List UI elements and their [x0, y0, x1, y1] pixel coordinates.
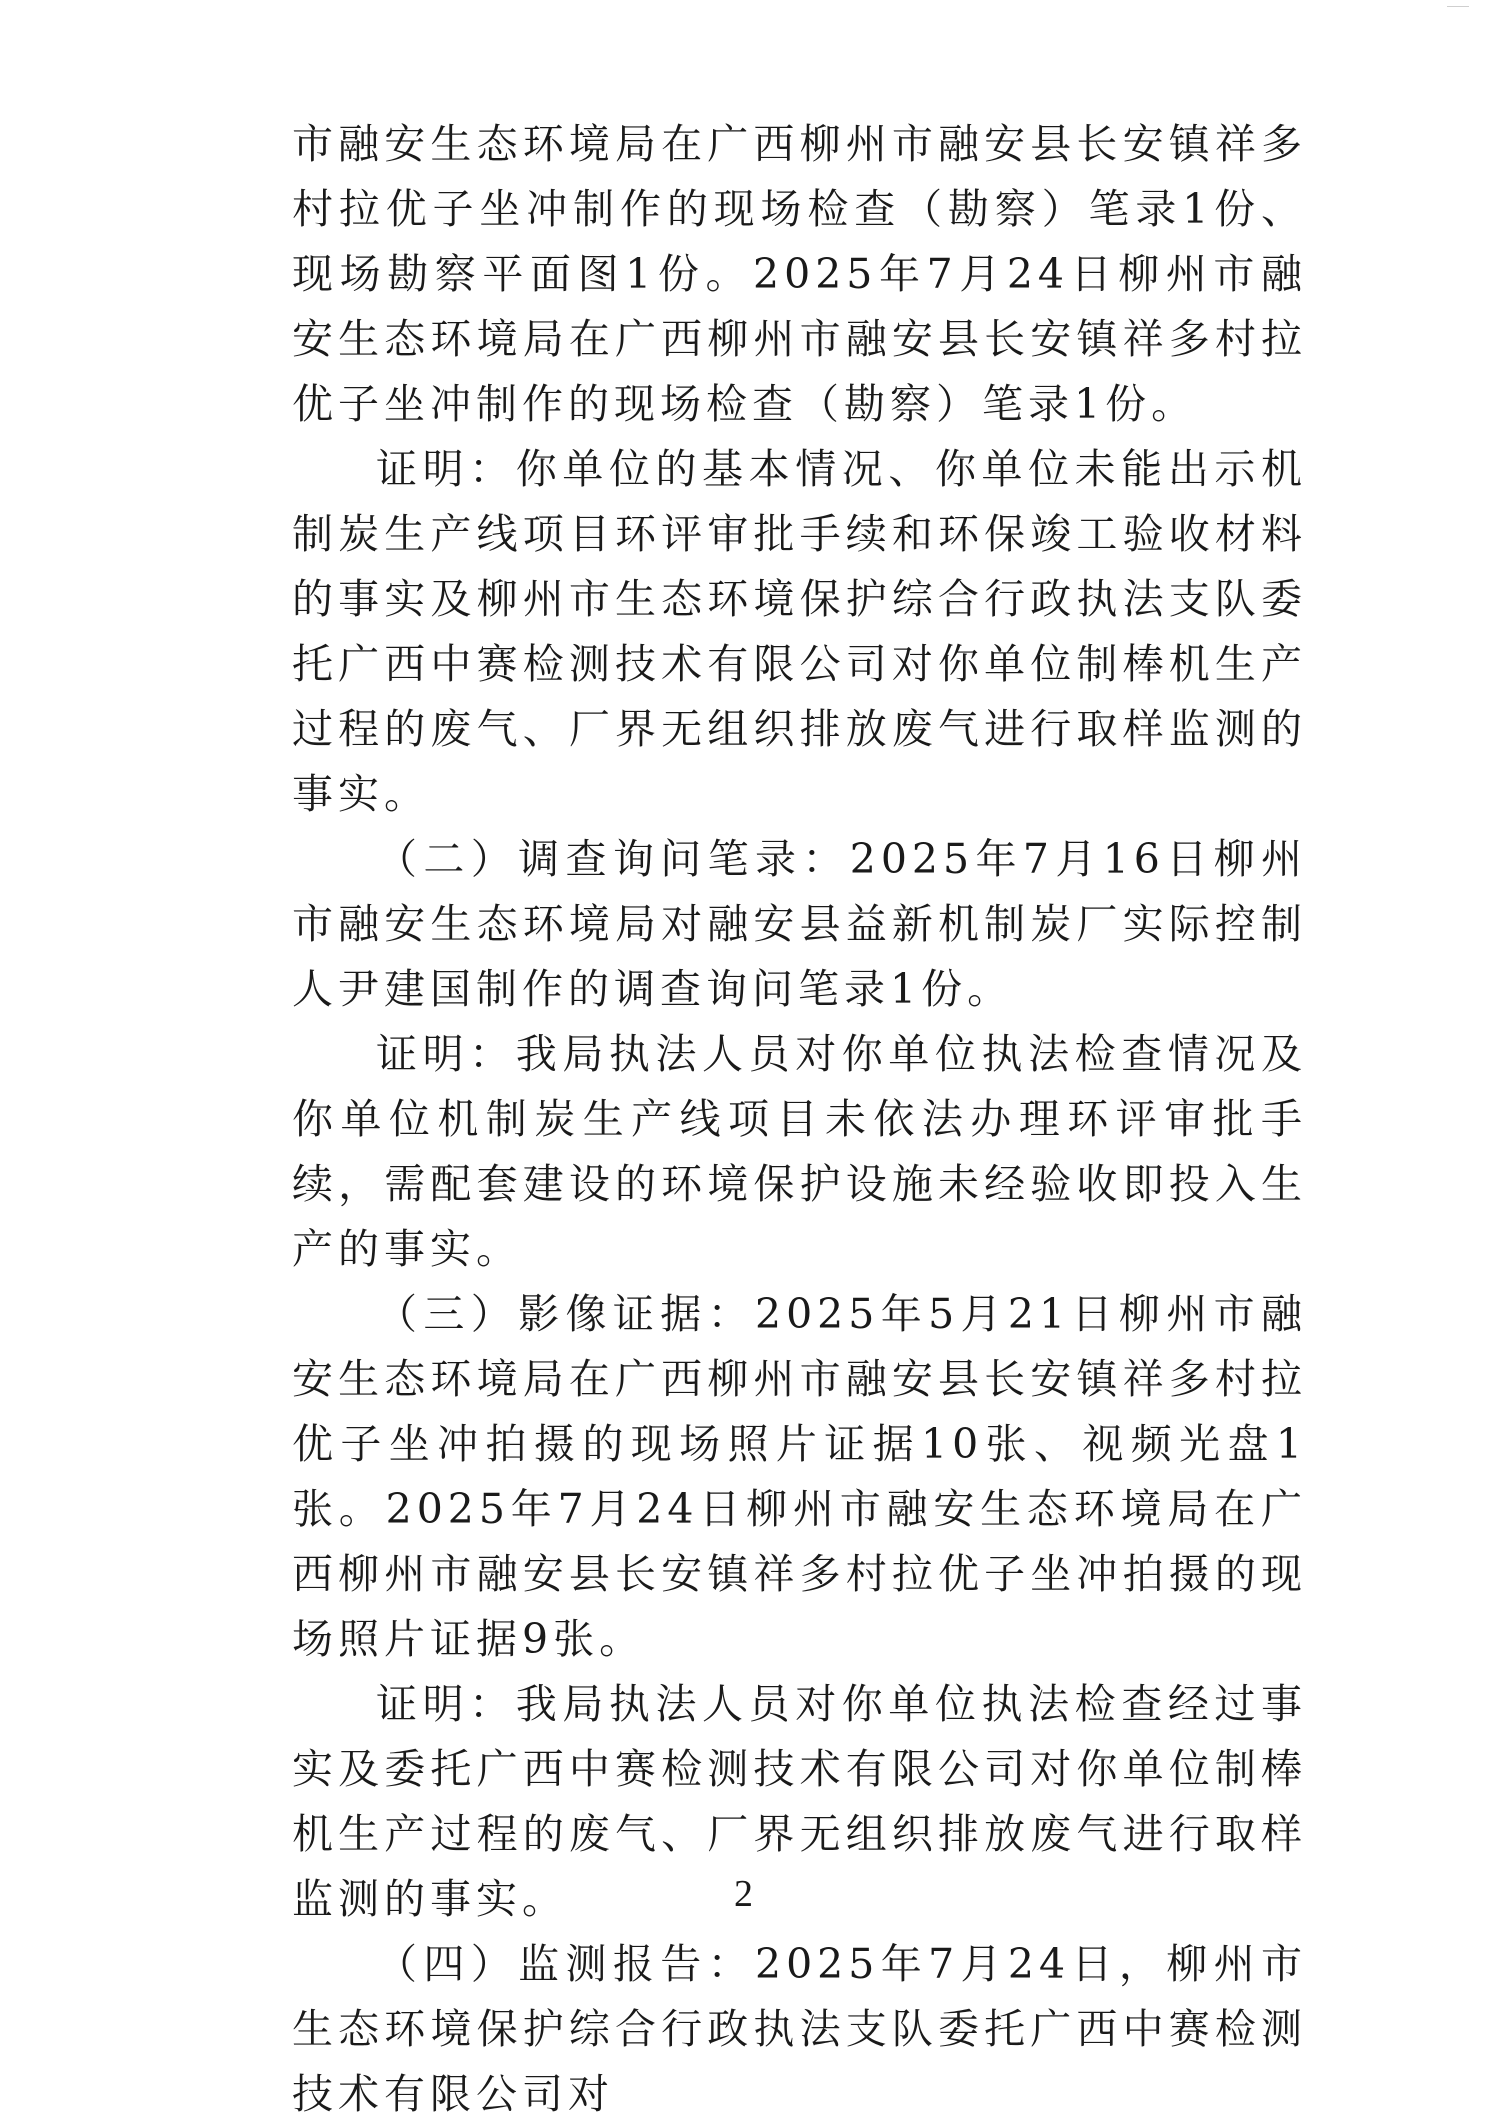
scan-corner-mark	[1447, 6, 1469, 15]
document-body	[292, 112, 1307, 2127]
paragraph-inquiry-record: （二）调查询问笔录：2025年7月16日柳州市融安生态环境局对融安县益新机制炭厂实际控制人尹建国制作的调查询问笔录1份。	[292, 835, 1307, 1013]
paragraph-proof-3: 证明：我局执法人员对你单位执法检查经过事实及委托广西中赛检测技术有限公司对你单位制棒机生产过程的废气、厂界无组织排放废气进行取样监测的事实。	[292, 1680, 1307, 1923]
paragraph-monitoring-report: （四）监测报告：2025年7月24日，柳州市生态环境保护综合行政执法支队委托广西中赛检测技术有限公司对	[292, 1940, 1307, 2118]
paragraph-evidence-continuation: 市融安生态环境局在广西柳州市融安县长安镇祥多村拉优子坐冲制作的现场检查（勘察）笔录1份、现场勘察平面图1份。2025年7月24日柳州市融安生态环境局在广西柳州市融安县长安镇祥多村拉优子坐冲制作的现场检查（勘察）笔录1份。	[292, 120, 1307, 428]
paragraph-image-evidence: （三）影像证据：2025年5月21日柳州市融安生态环境局在广西柳州市融安县长安镇祥多村拉优子坐冲拍摄的现场照片证据10张、视频光盘1张。2025年7月24日柳州市融安生态环境局在广西柳州市融安县长安镇祥多村拉优子坐冲拍摄的现场照片证据9张。	[292, 1290, 1307, 1663]
paragraph-proof-2: 证明：我局执法人员对你单位执法检查情况及你单位机制炭生产线项目未依法办理环评审批手续，需配套建设的环境保护设施未经验收即投入生产的事实。	[292, 1030, 1307, 1273]
page-number: 2	[734, 1873, 753, 1915]
paragraph-proof-1: 证明：你单位的基本情况、你单位未能出示机制炭生产线项目环评审批手续和环保竣工验收材料的事实及柳州市生态环境保护综合行政执法支队委托广西中赛检测技术有限公司对你单位制棒机生产过程的废气、厂界无组织排放废气进行取样监测的事实。	[292, 445, 1307, 818]
